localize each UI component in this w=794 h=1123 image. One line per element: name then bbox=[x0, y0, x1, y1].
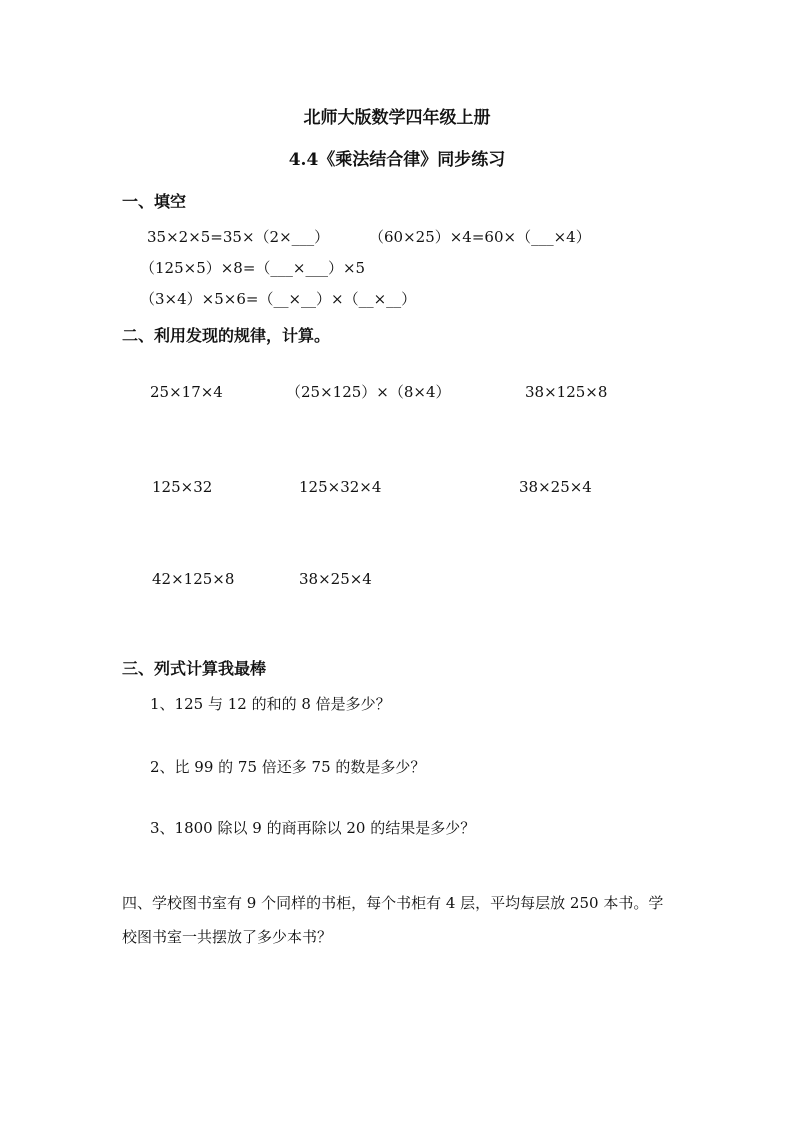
word-problem: 1、125 与 12 的和的 8 倍是多少？ bbox=[150, 695, 391, 713]
section1-heading: 一、填空 bbox=[122, 192, 187, 211]
calc-item: 38×25×4 bbox=[299, 570, 372, 588]
calc-item: 25×17×4 bbox=[150, 383, 223, 401]
fill-blank-line: 35×2×5=35×（2×___） bbox=[147, 228, 330, 246]
word-problem: 3、1800 除以 9 的商再除以 20 的结果是多少？ bbox=[150, 819, 476, 837]
page-subtitle: 4.4《乘法结合律》同步练习 bbox=[288, 150, 506, 170]
calc-item: 125×32 bbox=[152, 478, 213, 496]
calc-item: 38×125×8 bbox=[525, 383, 608, 401]
fill-blank-line: （125×5）×8=（___×___）×5 bbox=[140, 259, 366, 277]
fill-blank-line: （3×4）×5×6=（__×__）×（__×__） bbox=[140, 290, 417, 308]
fill-blank-line: （60×25）×4=60×（___×4） bbox=[369, 228, 591, 246]
section4-line1: 四、学校图书室有 9 个同样的书柜，每个书柜有 4 层，平均每层放 250 本书。学 bbox=[122, 894, 664, 912]
word-problem: 2、比 99 的 75 倍还多 75 的数是多少？ bbox=[150, 758, 426, 776]
section3-heading: 三、列式计算我最棒 bbox=[122, 659, 267, 678]
calc-item: 38×25×4 bbox=[519, 478, 592, 496]
calc-item: 42×125×8 bbox=[152, 570, 235, 588]
section4-line2: 校图书室一共摆放了多少本书？ bbox=[122, 928, 333, 946]
calc-item: 125×32×4 bbox=[299, 478, 382, 496]
section2-heading: 二、利用发现的规律，计算。 bbox=[122, 326, 331, 345]
calc-item: （25×125）×（8×4） bbox=[286, 383, 451, 401]
page-title: 北师大版数学四年级上册 bbox=[303, 108, 491, 128]
